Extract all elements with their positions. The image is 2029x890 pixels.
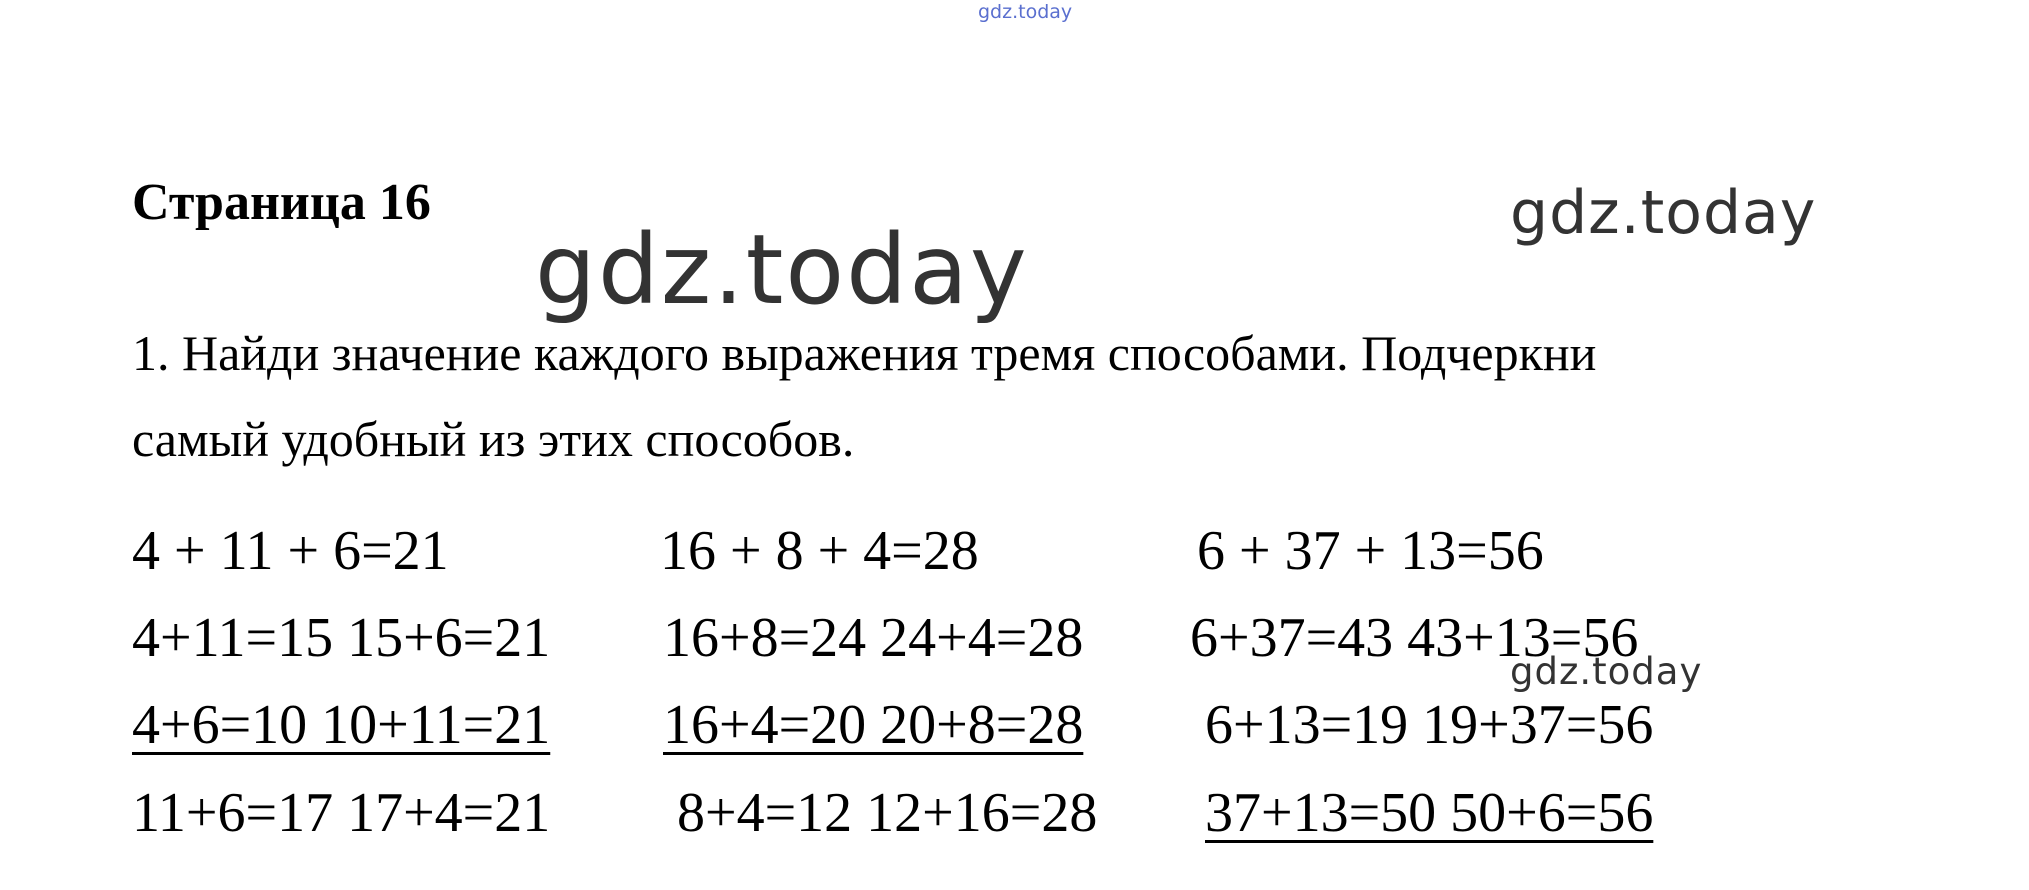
way-2-1: 16+8=24 24+4=28 xyxy=(663,607,1084,669)
task-line-2: самый удобный из этих способов. xyxy=(132,411,855,467)
watermark-right: gdz.today xyxy=(1510,178,1817,248)
way-1-2-underlined: 4+6=10 10+11=21 xyxy=(132,694,551,756)
way-3-3-underlined: 37+13=50 50+6=56 xyxy=(1205,782,1654,844)
way-3-1: 6+37=43 43+13=56 xyxy=(1190,607,1639,669)
way-2-3: 8+4=12 12+16=28 xyxy=(677,782,1098,844)
task-line-1: 1. Найди значение каждого выражения тремя способами. Подчеркни xyxy=(132,325,1597,381)
task-text xyxy=(132,310,1932,482)
expression-1: 4 + 11 + 6=21 xyxy=(132,520,449,582)
expression-3: 6 + 37 + 13=56 xyxy=(1197,520,1544,582)
way-2-2-underlined: 16+4=20 20+8=28 xyxy=(663,694,1084,756)
page-title: Страница 16 xyxy=(132,174,431,231)
way-1-1: 4+11=15 15+6=21 xyxy=(132,607,551,669)
expression-2: 16 + 8 + 4=28 xyxy=(660,520,979,582)
watermark-top: gdz.today xyxy=(978,1,1073,23)
way-1-3: 11+6=17 17+4=21 xyxy=(132,782,551,844)
watermark-middle: gdz.today xyxy=(1510,650,1703,693)
watermark-large: gdz.today xyxy=(535,214,1029,326)
way-3-2: 6+13=19 19+37=56 xyxy=(1205,694,1654,756)
